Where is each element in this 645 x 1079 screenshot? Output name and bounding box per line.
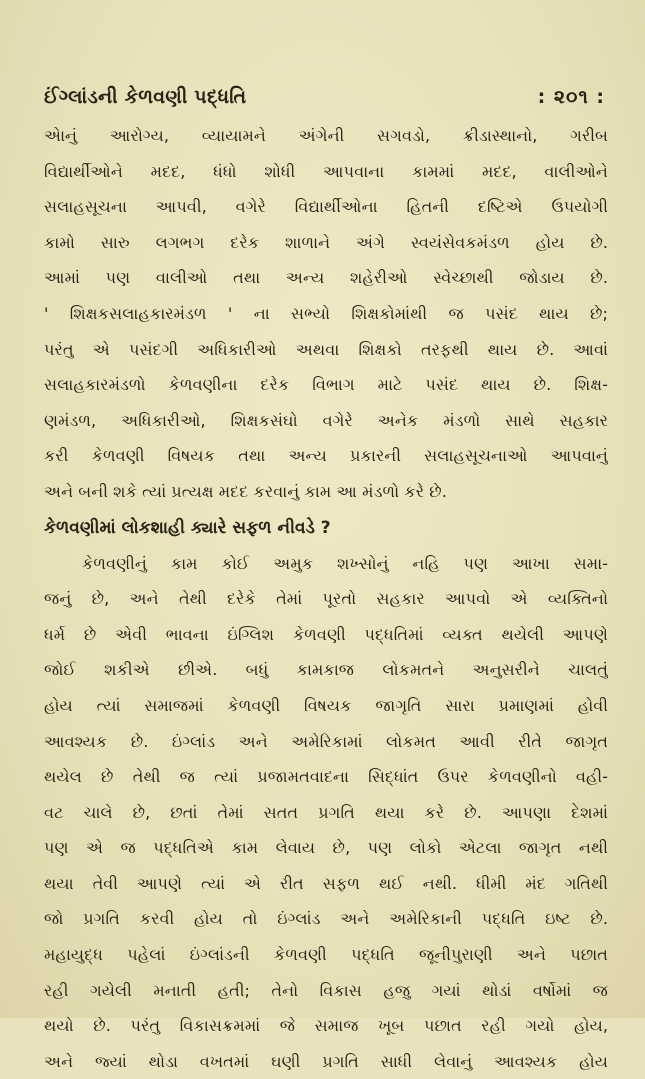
text-line: ણમંડળ, અધિકારીઓ, શિક્ષકસંઘો વગેરે અનેક મંડળો સાથે સહકાર bbox=[44, 410, 608, 430]
text-line: અને જ્યાં થોડા વખતમાં ઘણી પ્રગતિ સાધી લેવાનું આવશ્યક હોય bbox=[44, 1051, 608, 1071]
text-line: આમાં પણ વાલીઓ તથા અન્ય શહેરીઓ સ્વેચ્છાથી જોડાય છે. bbox=[44, 268, 608, 288]
text-line: થયેલ છે તેથી જ ત્યાં પ્રજામતવાદના સિદ્ધાંત ઉપર કેળવણીનો વહી- bbox=[44, 767, 608, 787]
text-line: ધર્મ છે એવી ભાવના ઇંગ્લિશ કેળવણી પદ્ધતિમાં વ્યક્ત થયેલી આપણે bbox=[44, 624, 608, 644]
text-line: જોઈ શકીએ છીએ. બધું કામકાજ લોકમતને અનુસરીને ચાલતું bbox=[44, 660, 608, 680]
text-line: આવશ્યક છે. ઇંગ્લાંડ અને અમેરિકામાં લોકમત આવી રીતે જાગૃત bbox=[44, 731, 608, 751]
text-line: જો પ્રગતિ કરવી હોય તો ઇંગ્લાંડ અને અમેરિકાની પદ્ધતિ ઇષ્ટ છે. bbox=[44, 909, 608, 929]
text-line: જનું છે, અને તેથી દરેકે તેમાં પૂરતો સહકાર આપવો એ વ્યક્તિનો bbox=[44, 589, 608, 609]
text-line: પરંતુ એ પસંદગી અધિકારીઓ અથવા શિક્ષકો તરફથી થાય છે. આવાં bbox=[44, 339, 608, 359]
running-title: ઈંગ્લાંડની કેળવણી પદ્ધતિ bbox=[44, 86, 247, 108]
text-line: રહી ગયેલી મનાતી હતી; તેનો વિકાસ હજુ ગયાં થોડાં વર્ષોમાં જ bbox=[44, 980, 608, 1000]
text-line: અને બની શકે ત્યાં પ્રત્યક્ષ મદદ કરવાનું કામ આ મંડળો કરે છે. bbox=[44, 481, 447, 501]
text-line: સલાહસૂચના આપવી, વગેરે વિદ્યાર્થીઓના હિતની દષ્ટિએ ઉપયોગી bbox=[44, 197, 608, 217]
text-line: એાનું આરોગ્ય, વ્યાયામને અંગેની સગવડો, ક્રીડાસ્થાનો, ગરીબ bbox=[44, 126, 608, 145]
text-line: થયા તેવી આપણે ત્યાં એ રીત સફળ થઈ નથી. ધીમી મંદ ગતિથી bbox=[44, 873, 608, 893]
paragraph-2 bbox=[44, 546, 608, 1079]
text-line: થયો છે. પરંતુ વિકાસક્રમમાં જે સમાજ ખૂબ પછાત રહી ગયો હોય, bbox=[44, 1016, 608, 1036]
text-line: મહાયુદ્ધ પહેલાં ઇંગ્લાંડની કેળવણી પદ્ધતિ જૂનીપુરાણી અને પછાત bbox=[44, 945, 608, 965]
page-number: : ૨૦૧ : bbox=[537, 86, 605, 108]
paragraph-1 bbox=[44, 118, 608, 510]
page-body bbox=[44, 118, 608, 1079]
section-heading: કેળવણીમાં લોકશાહી ક્યારે સફળ નીવડે ? bbox=[44, 517, 331, 538]
text-line: વટ ચાલે છે, છતાં તેમાં સતત પ્રગતિ થયા કરે છે. આપણા દેશમાં bbox=[44, 802, 608, 822]
page-header bbox=[44, 82, 605, 112]
text-line: પણ એ જ પદ્ધતિએ કામ લેવાય છે, પણ લોકો એટલા જાગૃત નથી bbox=[44, 838, 608, 858]
text-line: સલાહકારમંડળો કેળવણીના દરેક વિભાગ માટે પસંદ થાય છે. શિક્ષ- bbox=[44, 375, 608, 395]
text-line: ' શિક્ષકસલાહકારમંડળ ' ના સભ્યો શિક્ષકોમાંથી જ પસંદ થાય છે; bbox=[44, 303, 608, 323]
text-line: હોય ત્યાં સમાજમાં કેળવણી વિષયક જાગૃતિ સારા પ્રમાણમાં હોવી bbox=[44, 695, 608, 715]
text-line: કરી કેળવણી વિષયક તથા અન્ય પ્રકારની સલાહસૂચનાઓ આપવાનું bbox=[44, 446, 608, 466]
text-line: કામો સારુ લગભગ દરેક શાળાને અંગે સ્વયંસેવકમંડળ હોય છે. bbox=[44, 232, 608, 252]
text-line: વિદ્યાર્થીઓને મદદ, ધંધો શોધી આપવાના કામમાં મદદ, વાલીઓને bbox=[44, 161, 608, 181]
text-line: કેળવણીનું કામ કોઈ અમુક શખ્સોનું નહિ પણ આખા સમા- bbox=[82, 553, 608, 573]
